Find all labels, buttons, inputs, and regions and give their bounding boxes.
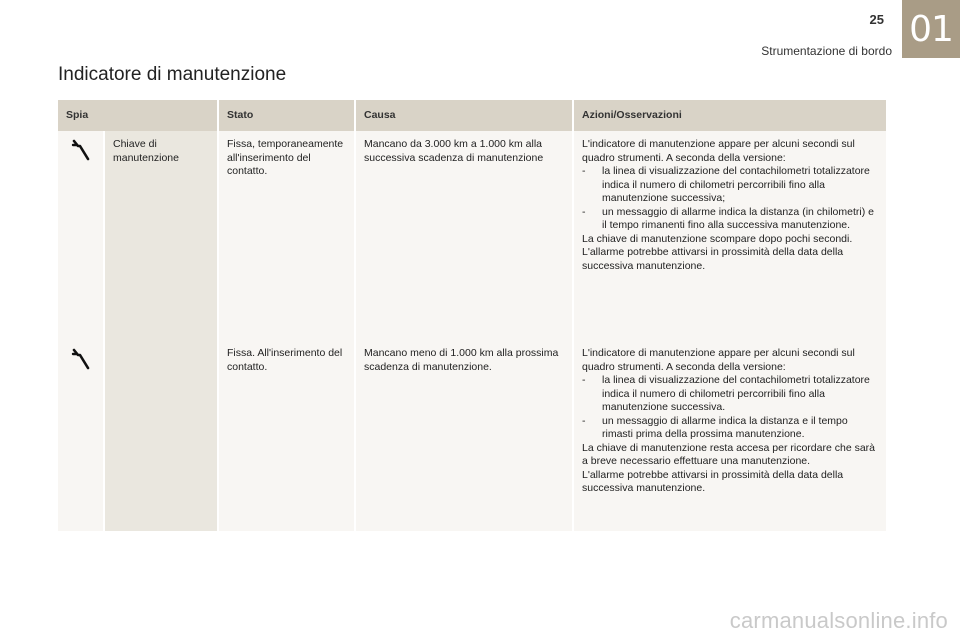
- column-header-spia: Spia: [58, 100, 218, 131]
- azioni-outro: La chiave di manutenzione resta accesa per ricordare che sarà a breve necessario effettuare una manutenzione.: [582, 441, 875, 467]
- azioni-cell: [573, 131, 886, 340]
- list-item: - un messaggio di allarme indica la distanza (in chilometri) e il tempo rimanenti fino alla successiva manutenzione.: [582, 206, 878, 233]
- list-item: - la linea di visualizzazione del contachilometri totalizzatore indica il numero di chilometri percorribili fino alla manutenzione successiva.: [582, 374, 878, 415]
- causa-cell: [355, 340, 573, 531]
- causa-text: Mancano da 3.000 km a 1.000 km alla successiva scadenza di manutenzione: [364, 138, 544, 164]
- light-name-cell: [104, 131, 218, 531]
- icon-cell: [58, 131, 104, 340]
- table-header-row: [58, 100, 886, 131]
- page-number: 25: [869, 12, 884, 27]
- column-header-azioni: Azioni/Osservazioni: [573, 100, 886, 131]
- stato-cell: [218, 340, 355, 531]
- azioni-outro: La chiave di manutenzione scompare dopo pochi secondi.: [582, 232, 853, 245]
- azioni-list: [582, 165, 878, 233]
- page-title: Indicatore di manutenzione: [58, 64, 287, 85]
- stato-text: Fissa, temporaneamente all'inserimento del contatto.: [227, 138, 344, 177]
- causa-text: Mancano meno di 1.000 km alla prossima scadenza di manutenzione.: [364, 347, 559, 373]
- chapter-title: Strumentazione di bordo: [761, 44, 892, 58]
- azioni-list: [582, 374, 878, 442]
- causa-cell: [355, 131, 573, 340]
- light-name: Chiave di manutenzione: [113, 138, 179, 164]
- azioni-intro: L'indicatore di manutenzione appare per alcuni secondi sul quadro strumenti. A seconda della versione:: [582, 347, 855, 373]
- azioni-outro: L'allarme potrebbe attivarsi in prossimità della data della successiva manutenzione.: [582, 468, 844, 494]
- stato-text: Fissa. All'inserimento del contatto.: [227, 347, 343, 373]
- chapter-tab: 01: [902, 0, 960, 58]
- watermark: carmanualsonline.info: [729, 608, 948, 633]
- column-header-stato: Stato: [218, 100, 355, 131]
- azioni-intro: L'indicatore di manutenzione appare per alcuni secondi sul quadro strumenti. A seconda della versione:: [582, 138, 855, 164]
- wrench-icon: [71, 139, 91, 161]
- list-item: - un messaggio di allarme indica la distanza e il tempo rimasti prima della prossima manutenzione.: [582, 415, 878, 442]
- wrench-icon: [71, 348, 91, 370]
- table-row: [58, 131, 886, 340]
- list-item: - la linea di visualizzazione del contachilometri totalizzatore indica il numero di chilometri percorribili fino alla manutenzione successiva;: [582, 165, 878, 206]
- stato-cell: [218, 131, 355, 340]
- column-header-causa: Causa: [355, 100, 573, 131]
- azioni-cell: [573, 340, 886, 531]
- icon-cell: [58, 340, 104, 531]
- maintenance-table: [58, 100, 886, 531]
- azioni-outro: L'allarme potrebbe attivarsi in prossimità della data della successiva manutenzione.: [582, 246, 844, 272]
